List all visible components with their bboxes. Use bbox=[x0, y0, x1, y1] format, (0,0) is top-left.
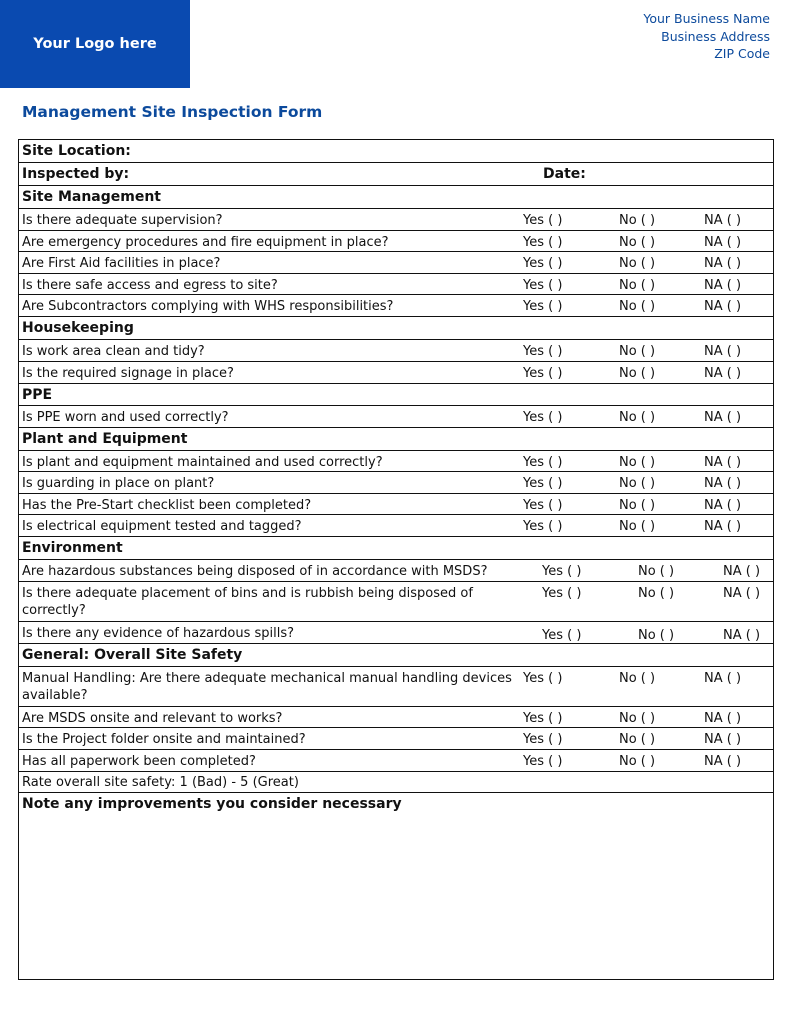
site-location-label: Site Location: bbox=[22, 143, 131, 159]
option-yes[interactable]: Yes ( ) bbox=[523, 277, 563, 293]
question-row bbox=[19, 728, 773, 750]
section-heading-row bbox=[19, 317, 773, 340]
question-text: Is there safe access and egress to site? bbox=[22, 277, 278, 293]
date-label: Date: bbox=[543, 166, 586, 182]
question-text: Are hazardous substances being disposed of in accordance with MSDS? bbox=[22, 564, 488, 579]
option-na[interactable]: NA ( ) bbox=[723, 564, 761, 579]
question-row bbox=[19, 209, 773, 231]
option-yes[interactable]: Yes ( ) bbox=[523, 497, 563, 513]
question-row bbox=[19, 515, 773, 537]
question-row bbox=[19, 472, 773, 494]
option-no[interactable]: No ( ) bbox=[619, 344, 656, 359]
section-heading-row bbox=[19, 186, 773, 209]
section-heading-row bbox=[19, 428, 773, 451]
inspected-row bbox=[19, 163, 773, 186]
section-heading: PPE bbox=[22, 386, 53, 403]
section-heading-row bbox=[19, 384, 773, 406]
option-no[interactable]: No ( ) bbox=[619, 497, 656, 513]
option-yes[interactable]: Yes ( ) bbox=[523, 519, 563, 534]
question-text: Is there adequate placement of bins and is rubbish being disposed of correctly? bbox=[22, 586, 473, 618]
section-heading: Site Management bbox=[22, 189, 161, 205]
question-row bbox=[19, 667, 773, 707]
business-name: Your Business Name bbox=[643, 11, 770, 26]
option-no[interactable]: No ( ) bbox=[638, 586, 675, 601]
option-yes[interactable]: Yes ( ) bbox=[523, 732, 563, 747]
option-na[interactable]: NA ( ) bbox=[704, 256, 742, 271]
option-na[interactable]: NA ( ) bbox=[723, 628, 761, 643]
option-na[interactable]: NA ( ) bbox=[704, 213, 742, 228]
question-text: Is the Project folder onsite and maintained? bbox=[22, 732, 306, 747]
option-yes[interactable]: Yes ( ) bbox=[542, 586, 582, 601]
inspected-by-label: Inspected by: bbox=[22, 166, 130, 182]
question-text: Is there adequate supervision? bbox=[22, 213, 223, 228]
option-yes[interactable]: Yes ( ) bbox=[523, 710, 563, 726]
section-heading: General: Overall Site Safety bbox=[22, 647, 243, 663]
question-row bbox=[19, 451, 773, 473]
question-row bbox=[19, 707, 773, 729]
question-row bbox=[19, 340, 773, 362]
option-na[interactable]: NA ( ) bbox=[704, 234, 742, 250]
option-yes[interactable]: Yes ( ) bbox=[542, 628, 582, 643]
option-na[interactable]: NA ( ) bbox=[704, 409, 742, 425]
option-yes[interactable]: Yes ( ) bbox=[523, 234, 563, 250]
question-text: Is electrical equipment tested and tagged? bbox=[22, 519, 302, 534]
option-no[interactable]: No ( ) bbox=[638, 628, 675, 643]
question-row bbox=[19, 494, 773, 516]
question-text: Is there any evidence of hazardous spills? bbox=[22, 626, 295, 641]
section-heading-row bbox=[19, 644, 773, 667]
question-row bbox=[19, 582, 773, 622]
option-yes[interactable]: Yes ( ) bbox=[542, 564, 582, 579]
rating-text: Rate overall site safety: 1 (Bad) - 5 (Great) bbox=[22, 774, 299, 790]
option-na[interactable]: NA ( ) bbox=[704, 753, 742, 769]
option-no[interactable]: No ( ) bbox=[619, 277, 656, 293]
option-no[interactable]: No ( ) bbox=[619, 476, 656, 491]
option-yes[interactable]: Yes ( ) bbox=[523, 365, 563, 381]
section-heading: Environment bbox=[22, 540, 123, 556]
option-no[interactable]: No ( ) bbox=[638, 564, 675, 579]
option-na[interactable]: NA ( ) bbox=[704, 519, 742, 534]
option-na[interactable]: NA ( ) bbox=[704, 344, 742, 359]
question-row bbox=[19, 274, 773, 296]
option-no[interactable]: No ( ) bbox=[619, 409, 656, 425]
option-na[interactable]: NA ( ) bbox=[704, 299, 742, 314]
logo-text: Your Logo here bbox=[33, 36, 157, 52]
section-heading: Plant and Equipment bbox=[22, 430, 188, 447]
question-row bbox=[19, 231, 773, 253]
option-na[interactable]: NA ( ) bbox=[704, 710, 742, 726]
business-address: Business Address bbox=[661, 28, 770, 44]
question-text: Is the required signage in place? bbox=[22, 365, 234, 381]
question-row bbox=[19, 362, 773, 384]
question-text: Has the Pre-Start checklist been completed? bbox=[22, 497, 312, 513]
question-text: Are emergency procedures and fire equipment in place? bbox=[22, 234, 389, 250]
question-text: Has all paperwork been completed? bbox=[22, 753, 256, 769]
question-text: Are MSDS onsite and relevant to works? bbox=[22, 710, 283, 726]
option-no[interactable]: No ( ) bbox=[619, 365, 656, 381]
option-no[interactable]: No ( ) bbox=[619, 256, 656, 271]
site-row bbox=[19, 140, 773, 163]
business-info bbox=[643, 10, 770, 63]
section-heading-row bbox=[19, 537, 773, 560]
question-row bbox=[19, 295, 773, 317]
option-yes[interactable]: Yes ( ) bbox=[523, 256, 563, 271]
option-no[interactable]: No ( ) bbox=[619, 753, 656, 769]
question-text: Is guarding in place on plant? bbox=[22, 476, 215, 491]
option-yes[interactable]: Yes ( ) bbox=[523, 670, 563, 686]
option-yes[interactable]: Yes ( ) bbox=[523, 454, 563, 470]
rating-row bbox=[19, 772, 773, 794]
option-yes[interactable]: Yes ( ) bbox=[523, 476, 563, 491]
option-yes[interactable]: Yes ( ) bbox=[523, 753, 563, 769]
option-no[interactable]: No ( ) bbox=[619, 299, 656, 314]
option-no[interactable]: No ( ) bbox=[619, 732, 656, 747]
inspection-form-table bbox=[18, 139, 774, 980]
option-yes[interactable]: Yes ( ) bbox=[523, 213, 563, 228]
question-text: Is PPE worn and used correctly? bbox=[22, 409, 229, 425]
option-na[interactable]: NA ( ) bbox=[723, 586, 761, 601]
question-row bbox=[19, 406, 773, 428]
question-row bbox=[19, 622, 773, 644]
option-na[interactable]: NA ( ) bbox=[704, 277, 742, 293]
option-na[interactable]: NA ( ) bbox=[704, 365, 742, 381]
option-na[interactable]: NA ( ) bbox=[704, 497, 742, 513]
option-no[interactable]: No ( ) bbox=[619, 710, 656, 726]
question-text: Manual Handling: Are there adequate mechanical manual handling devices available? bbox=[22, 670, 512, 703]
option-no[interactable]: No ( ) bbox=[619, 234, 656, 250]
question-text: Are First Aid facilities in place? bbox=[22, 256, 221, 271]
option-yes[interactable]: Yes ( ) bbox=[523, 344, 563, 359]
section-heading: Housekeeping bbox=[22, 320, 134, 336]
logo-placeholder bbox=[0, 0, 190, 88]
question-row bbox=[19, 252, 773, 274]
question-row bbox=[19, 560, 773, 582]
option-na[interactable]: NA ( ) bbox=[704, 476, 742, 491]
option-na[interactable]: NA ( ) bbox=[704, 670, 742, 686]
question-text: Is work area clean and tidy? bbox=[22, 344, 205, 359]
improvements-heading: Note any improvements you consider necessary bbox=[22, 796, 402, 812]
option-no[interactable]: No ( ) bbox=[619, 213, 656, 228]
question-text: Is plant and equipment maintained and used correctly? bbox=[22, 454, 383, 470]
option-na[interactable]: NA ( ) bbox=[704, 454, 742, 470]
form-title: Management Site Inspection Form bbox=[22, 103, 323, 121]
question-row bbox=[19, 750, 773, 772]
option-yes[interactable]: Yes ( ) bbox=[523, 409, 563, 425]
option-yes[interactable]: Yes ( ) bbox=[523, 299, 563, 314]
option-no[interactable]: No ( ) bbox=[619, 454, 656, 470]
zip-code: ZIP Code bbox=[714, 46, 770, 61]
option-na[interactable]: NA ( ) bbox=[704, 732, 742, 747]
option-no[interactable]: No ( ) bbox=[619, 670, 656, 686]
option-no[interactable]: No ( ) bbox=[619, 519, 656, 534]
question-text: Are Subcontractors complying with WHS responsibilities? bbox=[22, 299, 394, 314]
